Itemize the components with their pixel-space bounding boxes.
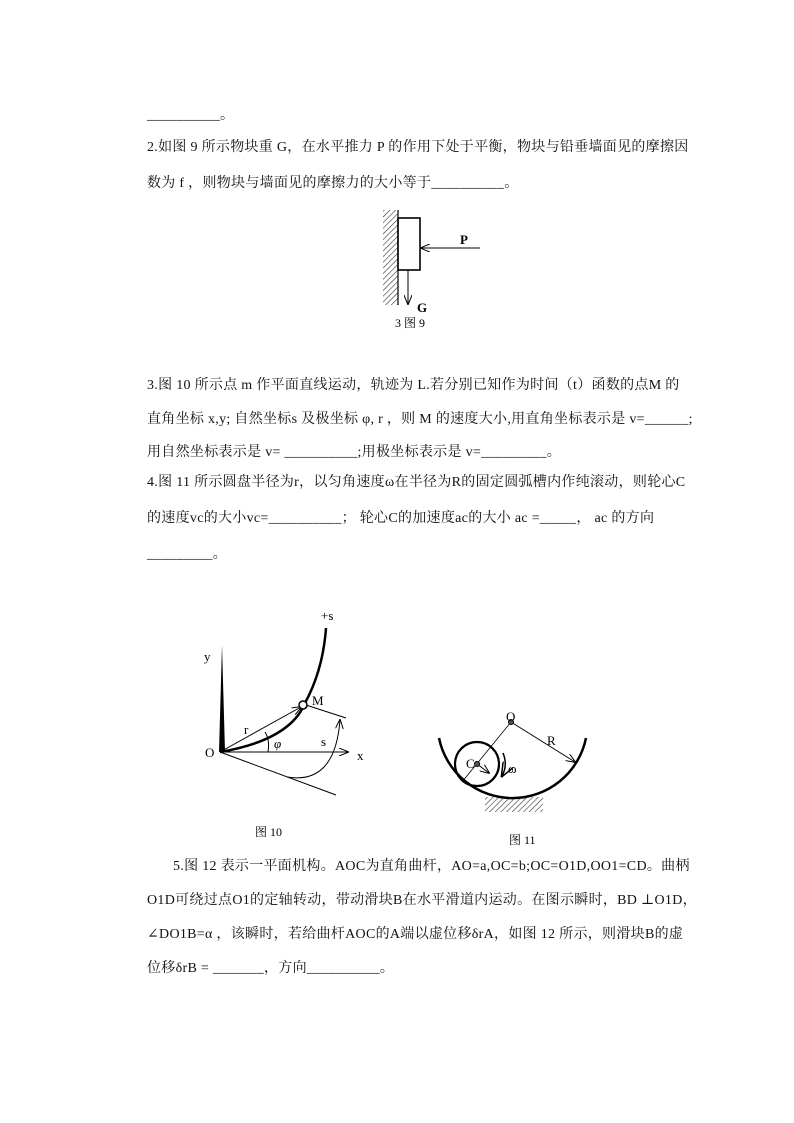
text-line: ∠DO1B=α ，该瞬时，若给曲杆AOC的A端以虚位移δrA，如图 12 所示，则滑块B的虚 bbox=[147, 927, 684, 942]
center-c-label: C bbox=[466, 756, 475, 771]
figure-11-caption: 图 11 bbox=[509, 833, 536, 847]
text-line: 2.如图 9 所示物块重 G，在水平推力 P 的作用下处于平衡，物块与铅垂墙面见的摩擦因 bbox=[147, 140, 689, 155]
figure-10-caption: 图 10 bbox=[255, 825, 283, 839]
text-line: 3.图 10 所示点 m 作平面直线运动，轨迹为 L.若分别已知作为时间（t）函数的点M 的 bbox=[147, 378, 680, 393]
plus-s-label: +s bbox=[321, 608, 334, 623]
r-label: r bbox=[244, 722, 249, 737]
text-line: 4.图 11 所示圆盘半径为r，以匀角速度ω在半径为R的固定圆弧槽内作纯滚动，则轮心C bbox=[147, 475, 686, 490]
omega-label: ω bbox=[508, 761, 517, 776]
figure-10 bbox=[204, 608, 364, 839]
text-line: 5.图 12 表示一平面机构。AOC为直角曲杆，AO=a,OC=b;OC=O1D,OO1=CD。曲柄 bbox=[173, 859, 690, 874]
force-p-label: P bbox=[460, 232, 468, 247]
text-line: 直角坐标 x,y; 自然坐标s 及极坐标 φ, r ，则 M 的速度大小,用直角坐标表示是 v=______; bbox=[147, 412, 693, 427]
s-label: s bbox=[321, 734, 327, 749]
text-line: __________。 bbox=[147, 108, 235, 123]
figure-9 bbox=[383, 210, 480, 315]
weight-g-label: G bbox=[417, 300, 428, 315]
text-line: 的速度vc的大小vc=__________； 轮心C的加速度ac的大小 ac =_____， ac 的方向 bbox=[147, 511, 655, 526]
x-axis-label: x bbox=[357, 748, 364, 763]
text-line: O1D可绕过点O1的定轴转动，带动滑块B在水平滑道内运动。在图示瞬时，BD ⊥O1D， bbox=[147, 893, 697, 908]
point-m-label: M bbox=[312, 693, 324, 708]
y-axis-label: y bbox=[204, 649, 211, 664]
figure-9-caption: 3 图 9 bbox=[395, 316, 426, 330]
origin-label: O bbox=[205, 745, 215, 760]
text-line: 用自然坐标表示是 v= __________;用极坐标表示是 v=_________。 bbox=[147, 445, 562, 460]
center-o-label: O bbox=[506, 709, 516, 724]
figure-11 bbox=[439, 709, 586, 847]
text-line: 位移δrB = _______，方向__________。 bbox=[147, 961, 395, 976]
text-line: _________。 bbox=[147, 547, 227, 562]
phi-label: φ bbox=[274, 736, 282, 751]
radius-r-label: R bbox=[547, 733, 556, 748]
text-line: 数为 f ，则物块与墙面见的摩擦力的大小等于__________。 bbox=[147, 176, 519, 191]
